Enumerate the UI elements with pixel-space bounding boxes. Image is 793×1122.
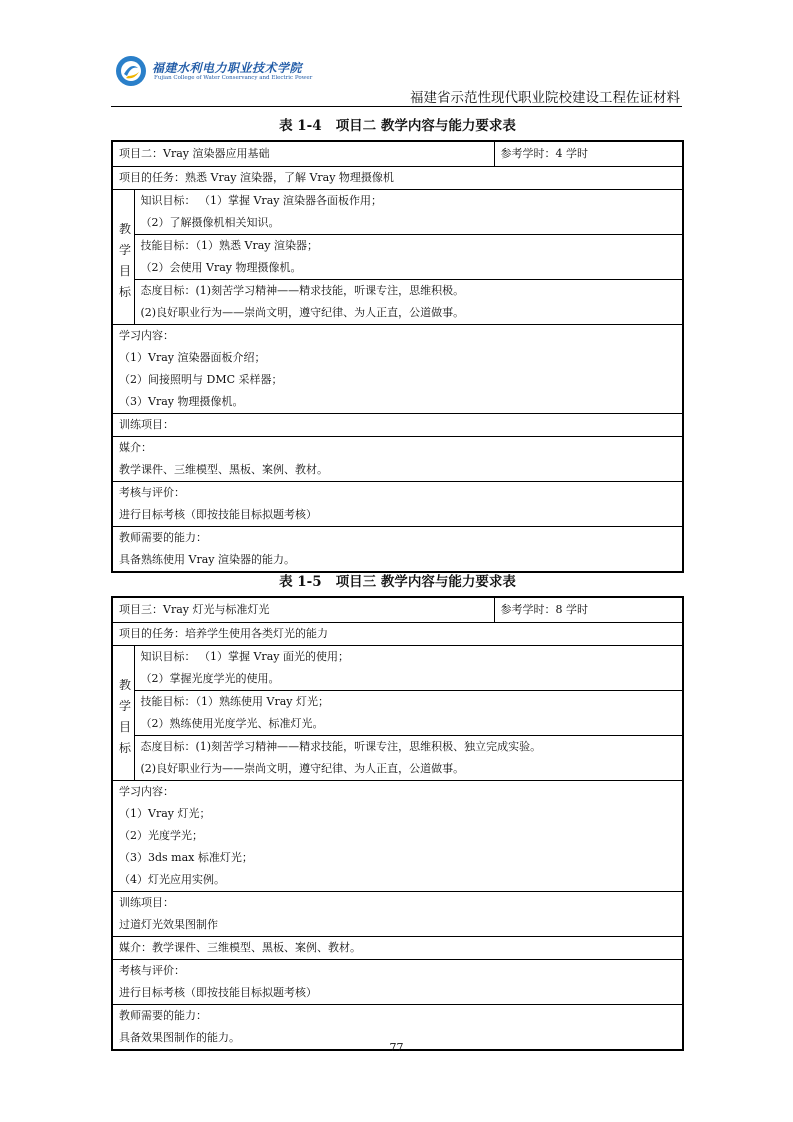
teaching-content-table bbox=[111, 140, 684, 573]
teaching-content-table bbox=[111, 596, 684, 1051]
teacher-ability-cell: 教师需要的能力： 具备效果图制作的能力。 bbox=[112, 1004, 683, 1050]
project-task-cell: 项目的任务：培养学生使用各类灯光的能力 bbox=[112, 622, 683, 645]
learning-content-cell: 学习内容： （1）Vray 灯光； （2）光度学光； （3）3ds max 标准灯光； （4）灯光应用实例。 bbox=[112, 780, 683, 891]
teacher-ability-cell: 教师需要的能力： 具备熟练使用 Vray 渲染器的能力。 bbox=[112, 526, 683, 572]
logo-emblem-icon bbox=[114, 54, 148, 88]
reference-hours-cell: 参考学时：8 学时 bbox=[494, 597, 683, 622]
caption-number: 表 1-5 bbox=[279, 574, 322, 590]
college-logo bbox=[112, 50, 332, 94]
media-cell: 媒介：教学课件、三维模型、黑板、案例、教材。 bbox=[112, 936, 683, 959]
knowledge-goals-cell: 知识目标： （1）掌握 Vray 面光的使用； （2）掌握光度学光的使用。 bbox=[134, 645, 683, 690]
project-task-cell: 项目的任务：熟悉 Vray 渲染器，了解 Vray 物理摄像机 bbox=[112, 166, 683, 189]
learning-content-cell: 学习内容： （1）Vray 渲染器面板介绍； （2）间接照明与 DMC 采样器； （3）Vray 物理摄像机。 bbox=[112, 324, 683, 413]
logo-text: 福建水利电力职业技术学院 bbox=[152, 61, 303, 75]
table-caption bbox=[111, 570, 684, 590]
caption-title: 项目三 教学内容与能力要求表 bbox=[335, 574, 516, 590]
caption-number: 表 1-4 bbox=[279, 118, 322, 134]
knowledge-goals-cell: 知识目标： （1）掌握 Vray 渲染器各面板作用； （2）了解摄像机相关知识。 bbox=[134, 189, 683, 234]
attitude-goals-cell: 态度目标：(1)刻苦学习精神——精求技能，听课专注，思维积极、独立完成实验。 (2)良好职业行为——崇尚文明，遵守纪律、为人正直，公道做事。 bbox=[134, 735, 683, 780]
training-project-cell: 训练项目： 过道灯光效果图制作 bbox=[112, 891, 683, 936]
header-title: 福建省示范性现代职业院校建设工程佐证材料 bbox=[410, 90, 680, 106]
assessment-cell: 考核与评价： 进行目标考核（即按技能目标拟题考核） bbox=[112, 481, 683, 526]
project-name-cell: 项目三：Vray 灯光与标准灯光 bbox=[112, 597, 494, 622]
teaching-goals-label: 教 学 目 标 bbox=[112, 189, 134, 324]
skill-goals-cell: 技能目标：（1）熟悉 Vray 渲染器； （2）会使用 Vray 物理摄像机。 bbox=[134, 234, 683, 279]
logo-subtext: Fujian College of Water Conservancy and Electric Power bbox=[154, 75, 313, 81]
page-number: 77 bbox=[389, 1041, 404, 1054]
skill-goals-cell: 技能目标：（1）熟练使用 Vray 灯光； （2）熟练使用光度学光、标准灯光。 bbox=[134, 690, 683, 735]
caption-title: 项目二 教学内容与能力要求表 bbox=[335, 118, 516, 134]
project-name-cell: 项目二：Vray 渲染器应用基础 bbox=[112, 141, 494, 166]
attitude-goals-cell: 态度目标：(1)刻苦学习精神——精求技能，听课专注，思维积极。 (2)良好职业行为——崇尚文明，遵守纪律、为人正直，公道做事。 bbox=[134, 279, 683, 324]
header-divider bbox=[111, 106, 682, 107]
media-cell: 媒介： 教学课件、三维模型、黑板、案例、教材。 bbox=[112, 436, 683, 481]
assessment-cell: 考核与评价： 进行目标考核（即按技能目标拟题考核） bbox=[112, 959, 683, 1004]
reference-hours-cell: 参考学时：4 学时 bbox=[494, 141, 683, 166]
table-caption bbox=[111, 114, 684, 134]
teaching-goals-label: 教 学 目 标 bbox=[112, 645, 134, 780]
training-project-cell: 训练项目： bbox=[112, 413, 683, 436]
